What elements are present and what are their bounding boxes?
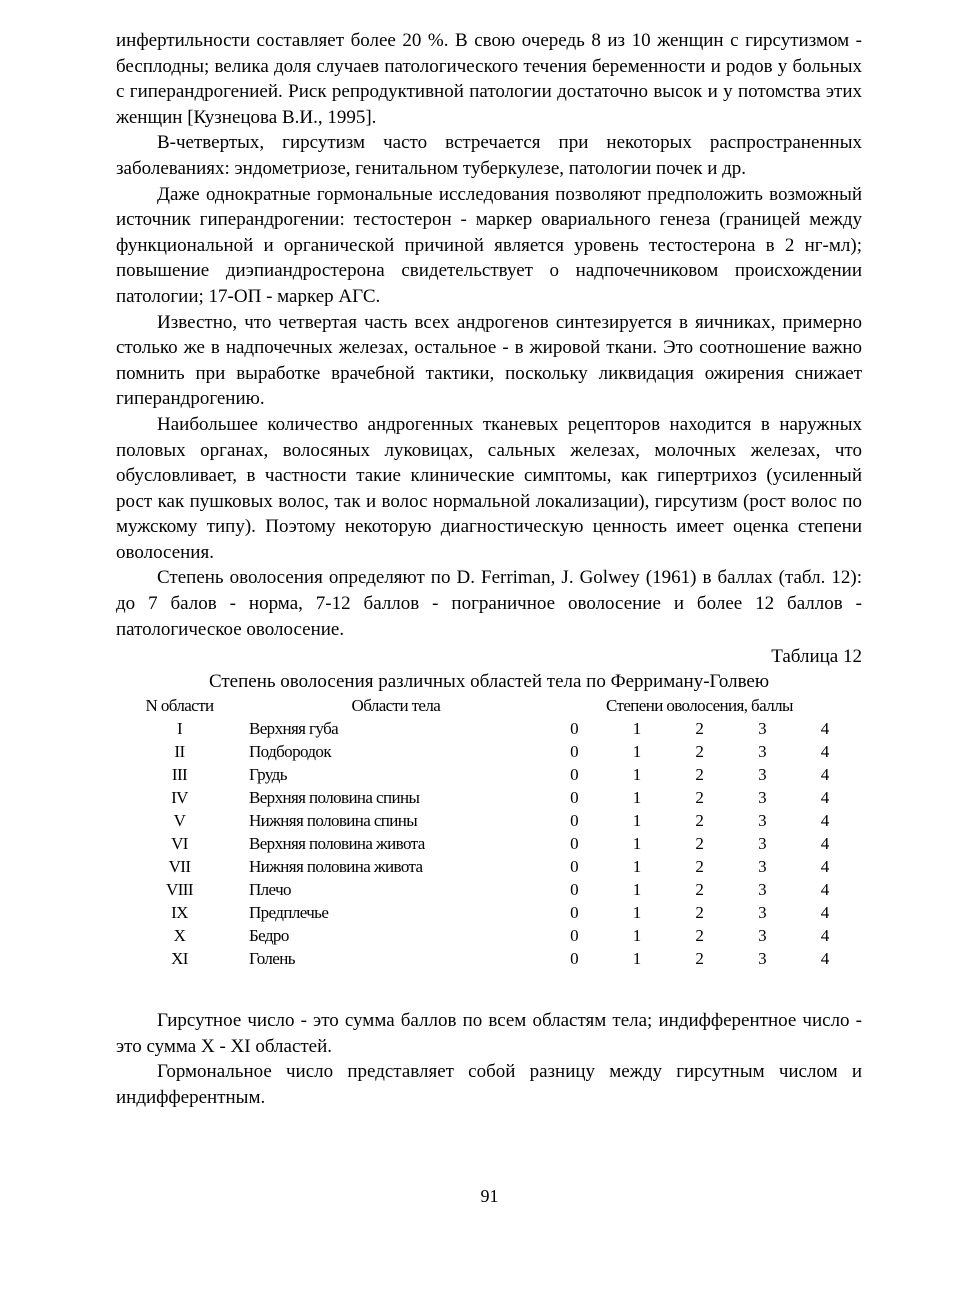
degree-cell: 0 [570,719,579,739]
degree-cell: 4 [820,811,829,831]
paragraph-4: Известно, что четвертая часть всех андрогенов синтезируется в яичниках, примерно столько же в надпочечных железах, остальное - в жировой ткани. Это соотношение важно помнить при выработке врачебной тактики, поскольку ликвидация ожирения снижает гиперандрогению. [116,311,862,410]
degree-cell: 0 [570,880,579,900]
degree-cell: 1 [632,926,641,946]
degree-cell: 3 [758,903,766,923]
degree-cell: 0 [570,926,579,946]
degree-cell: 0 [570,742,579,762]
area-number-cell: V [173,811,186,831]
paragraph-after-1: Гирсутное число - это сумма баллов по всем областям тела; индифферентное число - это сумма X - XI областей. [116,1010,862,1057]
area-name-cell: Нижняя половина спины [248,811,418,831]
area-name-cell: Нижняя половина живота [248,857,423,877]
degree-cell: 4 [820,742,829,762]
degree-cell: 1 [632,903,641,923]
table-header-row [136,694,856,717]
area-name-cell: Предплечье [248,903,329,923]
degree-cell: 1 [632,811,641,831]
table-row [136,717,856,740]
area-name-cell: Плечо [248,880,291,900]
degree-cell: 0 [570,857,579,877]
table-row [136,878,856,901]
paragraph-6: Степень оволосения определяют по D. Ferriman, J. Golwey (1961) в баллах (табл. 12): до 7 балов - норма, 7-12 баллов - пограничное оволосение и более 12 баллов - патологическое оволосение. [116,567,862,640]
degree-cell: 2 [695,880,704,900]
degree-cell: 4 [820,834,829,854]
degree-cell: 3 [758,880,766,900]
degree-cell: 1 [632,719,641,739]
area-number-cell: X [173,926,186,946]
area-name-cell: Верхняя половина спины [248,788,420,808]
degree-cell: 3 [758,765,766,785]
degree-cell: 4 [820,765,829,785]
degree-cell: 0 [570,811,579,831]
degree-cell: 1 [632,765,641,785]
degree-cell: 0 [570,834,579,854]
table-row [136,832,856,855]
degree-cell: 4 [820,719,829,739]
table-row [136,786,856,809]
page-number: 91 [480,1186,499,1206]
header-area-number: N области [145,696,214,716]
degree-cell: 3 [758,742,766,762]
area-name-cell: Верхняя половина живота [248,834,425,854]
degree-cell: 0 [570,765,579,785]
degree-cell: 2 [695,811,704,831]
area-name-cell: Бедро [248,926,289,946]
degree-cell: 1 [632,949,641,969]
degree-cell: 1 [632,880,641,900]
area-number-cell: VII [168,857,191,877]
table-row [136,809,856,832]
degree-cell: 4 [820,788,829,808]
table-body [136,717,856,970]
degree-cell: 2 [695,903,704,923]
area-number-cell: II [174,742,185,762]
document-page [116,28,862,1111]
header-degrees: Степени оволосения, баллы [605,696,793,716]
degree-cell: 3 [758,926,766,946]
degree-cell: 2 [695,949,704,969]
degree-cell: 3 [758,834,766,854]
table-title: Степень оволосения различных областей тела по Ферриману-Голвею [208,671,770,693]
degree-cell: 3 [758,719,766,739]
paragraph-5: Наибольшее количество андрогенных тканевых рецепторов находится в наружных половых органах, волосяных луковицах, сальных железах, молочных железах, что обусловливает, в частности такие клинические симптомы, как гипертрихоз (усиленный рост как пушковых волос, так и волос нормальной локализации), гирсутизм (рост волос по мужскому типу). Поэтому некоторую диагностическую ценность имеет оценка степени оволосения. [116,413,862,563]
degree-cell: 1 [632,834,641,854]
table-row [136,763,856,786]
area-number-cell: IX [171,903,188,923]
area-number-cell: III [171,765,188,785]
degree-cell: 4 [820,926,829,946]
degree-cell: 4 [820,903,829,923]
table-row [136,924,856,947]
degree-cell: 4 [820,949,829,969]
table-row [136,740,856,763]
degree-cell: 0 [570,788,579,808]
area-number-cell: I [176,719,183,739]
degree-cell: 0 [570,903,579,923]
degree-cell: 1 [632,742,641,762]
degree-cell: 1 [632,788,641,808]
degree-cell: 3 [758,857,766,877]
degree-cell: 0 [570,949,579,969]
degree-cell: 2 [695,926,704,946]
degree-cell: 3 [758,788,766,808]
area-number-cell: IV [171,788,188,808]
area-number-cell: VIII [166,880,193,900]
degree-cell: 2 [695,765,704,785]
degree-cell: 1 [632,857,641,877]
table-row [136,855,856,878]
area-name-cell: Грудь [248,765,287,785]
paragraph-1: инфертильности составляет более 20 %. В свою очередь 8 из 10 женщин с гирсутизмом - бесплодны; велика доля случаев патологического течения беременности и родов у больных с гиперандрогенией. Риск репродуктивной патологии достаточно высок и у потомства этих женщин [Кузнецова В.И., 1995]. [116,30,862,128]
hirsutism-table [136,694,856,970]
area-name-cell: Голень [248,949,295,969]
paragraph-after-2: Гормональное число представляет собой разницу между гирсутным числом и индифферентным. [116,1061,862,1109]
degree-cell: 4 [820,857,829,877]
degree-cell: 4 [820,880,829,900]
degree-cell: 2 [695,857,704,877]
paragraph-3: Даже однократные гормональные исследования позволяют предположить возможный источник гиперандрогении: тестостерон - маркер овариального генеза (границей между функциональной и органической причиной является уровень тестостерона в 2 нг-мл); повышение диэпиандростерона свидетельствует о надпочечниковом происхождении патологии; 17-ОП - маркер АГС. [116,183,862,307]
area-number-cell: VI [171,834,188,854]
area-name-cell: Подбородок [248,742,331,762]
degree-cell: 2 [695,788,704,808]
table-row [136,947,856,970]
table-row [136,901,856,924]
degree-cell: 3 [758,811,766,831]
degree-cell: 2 [695,834,704,854]
area-number-cell: XI [171,949,188,969]
degree-cell: 2 [695,742,704,762]
header-area-name: Области тела [351,696,441,716]
degree-cell: 3 [758,949,766,969]
table-number: Таблица 12 [771,646,862,668]
degree-cell: 2 [695,719,704,739]
paragraph-2: В-четвертых, гирсутизм часто встречается при некоторых распространенных заболеваниях: эндометриозе, генитальном туберкулезе, патологии почек и др. [116,132,862,179]
area-name-cell: Верхняя губа [248,719,339,739]
